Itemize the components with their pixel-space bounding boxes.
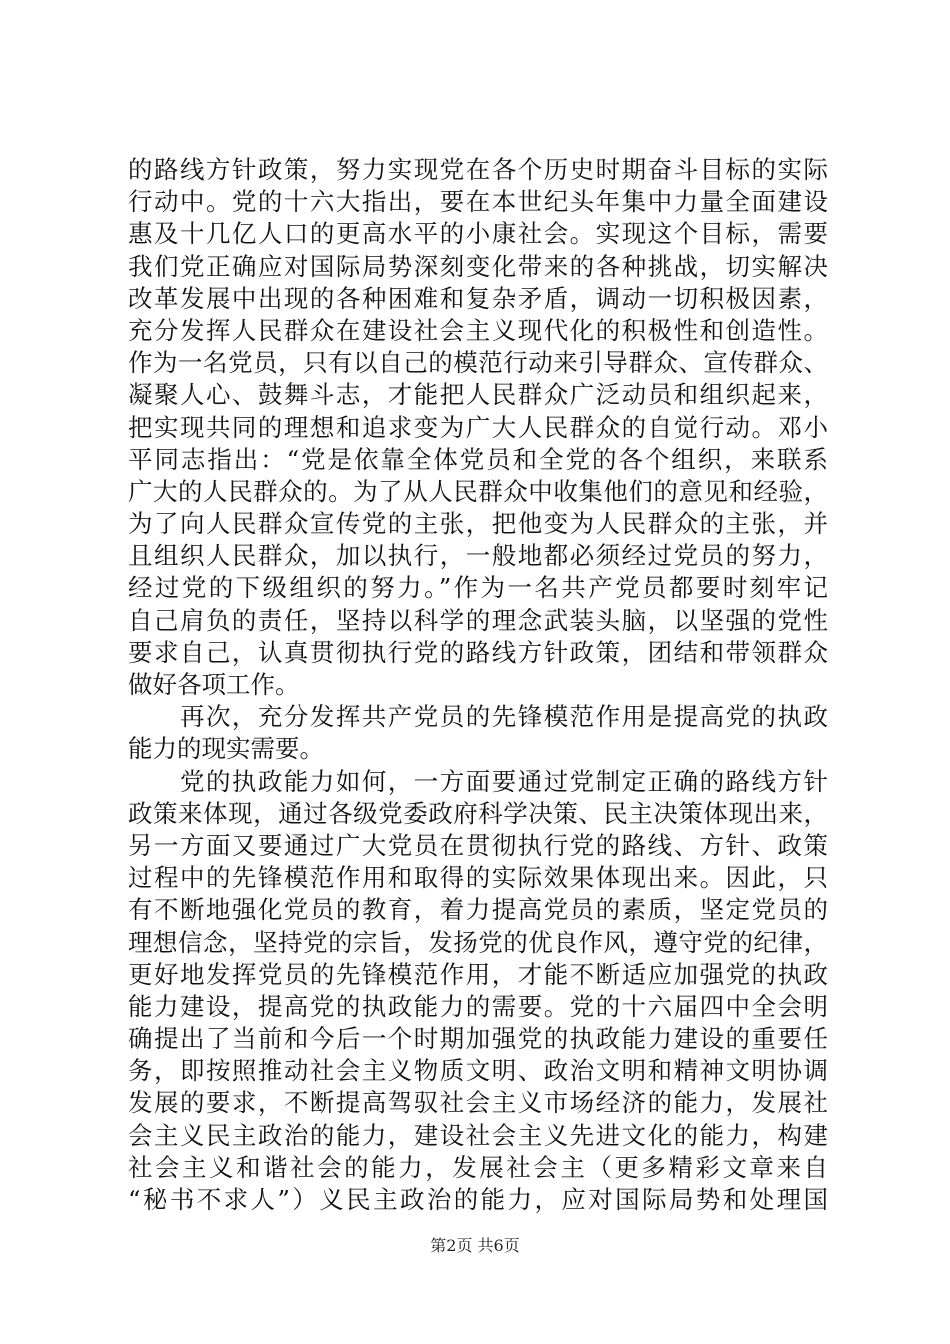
text-line: 作为一名党员，只有以自己的模范行动来引导群众、宣传群众、 bbox=[128, 348, 828, 378]
page-footer bbox=[0, 1236, 950, 1256]
text-line: 社会主义和谐社会的能力，发展社会主（更多精彩文章来自 bbox=[128, 1152, 828, 1182]
text-line: 充分发挥人民群众在建设社会主义现代化的积极性和创造性。 bbox=[128, 315, 828, 345]
text-line: 做好各项工作。 bbox=[128, 670, 300, 699]
text-line: 确提出了当前和今后一个时期加强党的执政能力建设的重要任 bbox=[128, 1024, 828, 1054]
text-line: 能力建设，提高党的执政能力的需要。党的十六届四中全会明 bbox=[128, 991, 828, 1021]
text-line: 要求自己，认真贯彻执行党的路线方针政策，团结和带领群众 bbox=[128, 637, 828, 667]
text-line: “秘书不求人”）义民主政治的能力，应对国际局势和处理国 bbox=[128, 1185, 828, 1214]
text-line: 再次，充分发挥共产党员的先锋模范作用是提高党的执政 bbox=[128, 702, 828, 732]
text-line: 改革发展中出现的各种困难和复杂矛盾，调动一切积极因素， bbox=[128, 283, 828, 313]
text-line: 过程中的先锋模范作用和取得的实际效果体现出来。因此，只 bbox=[128, 863, 828, 893]
text-line: 有不断地强化党员的教育，着力提高党员的素质，坚定党员的 bbox=[128, 895, 828, 925]
text-line: 广大的人民群众的。为了从人民群众中收集他们的意见和经验， bbox=[128, 476, 828, 506]
text-line: 凝聚人心、鼓舞斗志，才能把人民群众广泛动员和组织起来， bbox=[128, 380, 828, 410]
page-number-label: 第2页 共6页 bbox=[430, 1236, 520, 1255]
text-line: 务，即按照推动社会主义物质文明、政治文明和精神文明协调 bbox=[128, 1056, 828, 1086]
text-line: 自己肩负的责任，坚持以科学的理念武装头脑，以坚强的党性 bbox=[128, 605, 828, 635]
text-line: 理想信念，坚持党的宗旨，发扬党的优良作风，遵守党的纪律， bbox=[128, 927, 828, 957]
text-line: 平同志指出：“党是依靠全体党员和全党的各个组织，来联系 bbox=[128, 444, 828, 474]
text-line: 经过党的下级组织的努力。”作为一名共产党员都要时刻牢记 bbox=[128, 573, 828, 603]
text-line: 党的执政能力如何，一方面要通过党制定正确的路线方针 bbox=[128, 766, 828, 796]
text-line: 为了向人民群众宣传党的主张，把他变为人民群众的主张，并 bbox=[128, 509, 828, 539]
text-line: 更好地发挥党员的先锋模范作用，才能不断适应加强党的执政 bbox=[128, 959, 828, 989]
text-line: 且组织人民群众，加以执行，一般地都必须经过党员的努力， bbox=[128, 541, 828, 571]
document-body bbox=[128, 154, 828, 1216]
text-line: 的路线方针政策，努力实现党在各个历史时期奋斗目标的实际 bbox=[128, 155, 828, 184]
text-line: 把实现共同的理想和追求变为广大人民群众的自觉行动。邓小 bbox=[128, 412, 828, 442]
text-line: 政策来体现，通过各级党委政府科学决策、民主决策体现出来， bbox=[128, 798, 828, 828]
text-line: 惠及十几亿人口的更高水平的小康社会。实现这个目标，需要 bbox=[128, 219, 828, 249]
text-line: 另一方面又要通过广大党员在贯彻执行党的路线、方针、政策 bbox=[128, 830, 828, 860]
text-line: 行动中。党的十六大指出，要在本世纪头年集中力量全面建设 bbox=[128, 187, 828, 217]
text-line: 发展的要求，不断提高驾驭社会主义市场经济的能力，发展社 bbox=[128, 1088, 828, 1118]
text-line: 我们党正确应对国际局势深刻变化带来的各种挑战，切实解决 bbox=[128, 251, 828, 281]
text-line: 会主义民主政治的能力，建设社会主义先进文化的能力，构建 bbox=[128, 1120, 828, 1150]
text-line: 能力的现实需要。 bbox=[128, 734, 324, 764]
